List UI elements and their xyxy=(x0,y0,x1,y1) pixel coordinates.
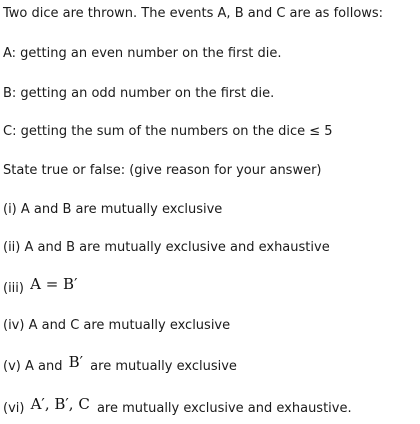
statement-vi-number: (vi) xyxy=(3,401,25,416)
statement-iii xyxy=(3,276,81,297)
statement-v xyxy=(3,354,237,375)
statement-iv: (iv) A and C are mutually exclusive xyxy=(3,318,231,333)
statement-vi-formula: A′, B′, C xyxy=(30,395,90,413)
statement-i: (i) A and B are mutually exclusive xyxy=(3,202,223,217)
problem-intro: Two dice are thrown. The events A, B and C are as follows: xyxy=(3,6,384,21)
statement-iii-formula: A = B′ xyxy=(30,275,78,293)
event-b-definition: B: getting an odd number on the first die. xyxy=(3,86,275,101)
statement-v-suffix: are mutually exclusive xyxy=(90,359,237,374)
statement-v-prefix: (v) A and xyxy=(3,359,63,374)
statement-iii-number: (iii) xyxy=(3,281,24,296)
statement-vi xyxy=(3,396,352,417)
statement-v-formula: B′ xyxy=(68,353,84,371)
instruction-text: State true or false: (give reason for your answer) xyxy=(3,163,322,178)
event-a-definition: A: getting an even number on the first die. xyxy=(3,46,282,61)
statement-vi-suffix: are mutually exclusive and exhaustive. xyxy=(96,401,352,416)
statement-ii: (ii) A and B are mutually exclusive and exhaustive xyxy=(3,240,330,255)
event-c-definition: C: getting the sum of the numbers on the dice ≤ 5 xyxy=(3,124,333,139)
